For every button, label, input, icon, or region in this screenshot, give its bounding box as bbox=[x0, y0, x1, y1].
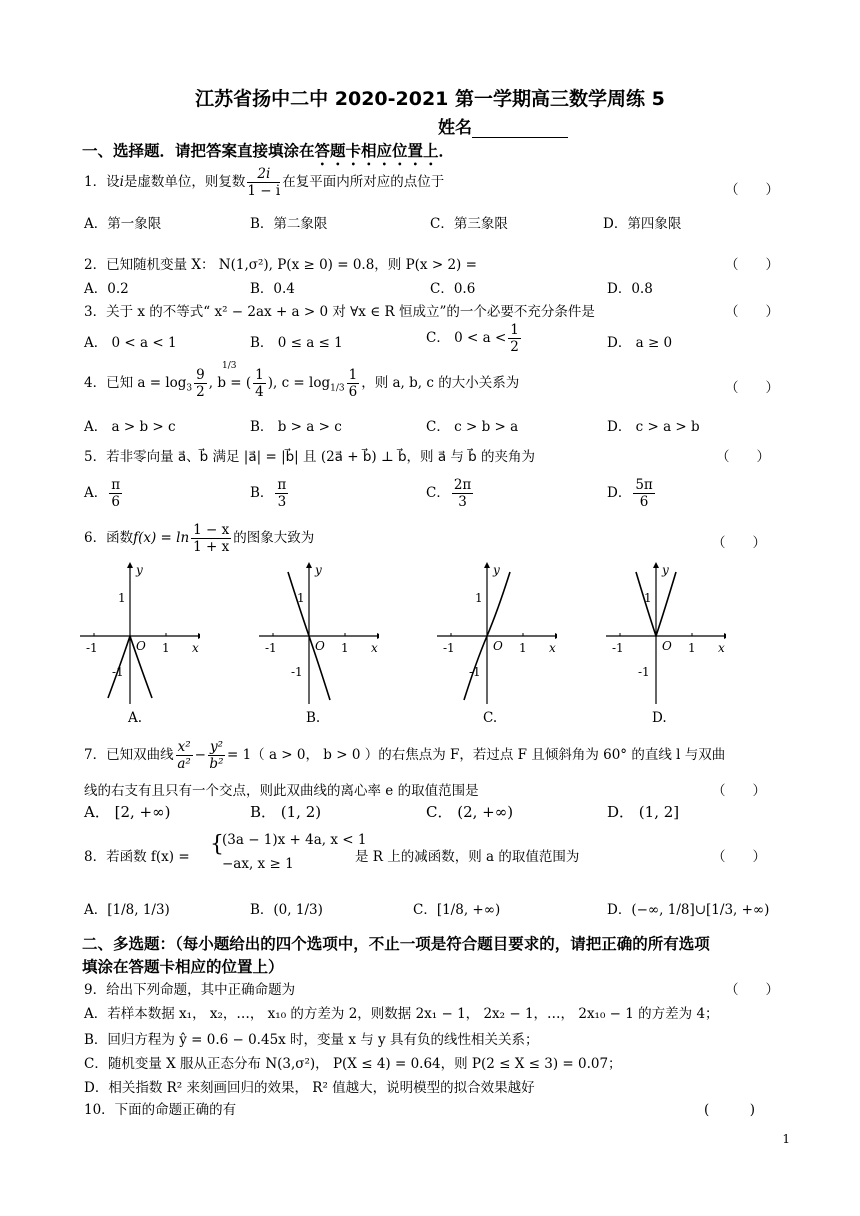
q3-option-d[interactable]: D． a ≥ 0 bbox=[607, 335, 673, 351]
q6-stem bbox=[84, 522, 314, 555]
q5-option-a-frac bbox=[109, 477, 122, 510]
q4-f1n: 9 bbox=[196, 367, 205, 383]
q7-option-c[interactable]: C． (2, +∞) bbox=[426, 803, 514, 821]
q6-suffix: 的图象大致为 bbox=[233, 530, 315, 546]
q4-option-a[interactable]: A． a > b > c bbox=[84, 419, 176, 435]
q4-suffix: ，则 a, b, c 的大小关系为 bbox=[361, 375, 520, 391]
q5-d-num: 5π bbox=[635, 477, 653, 493]
q1-i: i bbox=[119, 174, 124, 190]
q7-rest: = 1（ a > 0， b > 0 ）的右焦点为 F，若过点 F 且倾斜角为 60° 的直线 l 与双曲 bbox=[226, 747, 726, 763]
q3-option-c-frac bbox=[508, 322, 521, 355]
x-axis-label: x bbox=[718, 641, 725, 655]
y-tick-label-neg1: -1 bbox=[291, 665, 303, 679]
q7-fb-num: y² bbox=[209, 739, 223, 755]
x-tick-label-neg1: -1 bbox=[612, 641, 624, 655]
section1-heading bbox=[82, 139, 454, 169]
q3-option-c[interactable] bbox=[426, 322, 523, 355]
y-tick-label-1: 1 bbox=[644, 591, 652, 605]
origin-label: O bbox=[662, 639, 672, 653]
q4-f2d: 4 bbox=[255, 384, 264, 400]
q7-prefix: 7．已知双曲线 bbox=[84, 747, 174, 763]
q5-b-num: π bbox=[277, 477, 287, 493]
y-tick-label-1: 1 bbox=[297, 591, 305, 605]
y-axis-arrow bbox=[127, 562, 133, 568]
q1-option-d[interactable]: D．第四象限 bbox=[603, 216, 682, 232]
name-label: 姓名 bbox=[438, 118, 472, 138]
q4-option-b[interactable]: B． b > a > c bbox=[250, 419, 342, 435]
q6-option-a[interactable]: A. bbox=[128, 710, 143, 726]
x-tick-label-neg1: -1 bbox=[443, 641, 455, 655]
q8-case1: (3a − 1)x + 4a, x < 1 bbox=[222, 832, 367, 848]
q5-option-c-frac bbox=[452, 477, 473, 510]
q10-answer-paren[interactable]: ( ) bbox=[704, 1102, 756, 1118]
q8-stem-prefix: 8．若函数 f(x) = bbox=[84, 849, 190, 865]
q6-option-c[interactable]: C. bbox=[483, 710, 498, 726]
q7-answer-paren[interactable]: （ ） bbox=[712, 783, 766, 799]
q4-f1d: 2 bbox=[196, 384, 205, 400]
q10-stem: 10．下面的命题正确的有 bbox=[84, 1102, 237, 1118]
q7-option-a[interactable]: A． [2, +∞) bbox=[84, 803, 171, 821]
q6-fx: f(x) = ln bbox=[133, 530, 190, 546]
x-tick-label-1: 1 bbox=[341, 641, 349, 655]
page-title: 江苏省扬中二中 2020-2021 第一学期高三数学周练 5 bbox=[195, 88, 665, 110]
q5-answer-paren[interactable]: （ ） bbox=[716, 449, 770, 465]
q9-option-b[interactable]: B．回归方程为 ŷ = 0.6 − 0.45x 时，变量 x 与 y 具有负的线性相关关系； bbox=[84, 1032, 539, 1048]
q7-option-d[interactable]: D． (1, 2] bbox=[607, 803, 680, 821]
x-axis-arrow bbox=[724, 633, 726, 639]
q7-option-b[interactable]: B． (1, 2) bbox=[250, 803, 322, 821]
y-axis-label: y bbox=[493, 563, 500, 577]
q1-stem bbox=[84, 166, 444, 199]
q1-mid: 是虚数单位，则复数 bbox=[123, 174, 246, 190]
q6-frac-den: 1 + x bbox=[193, 539, 230, 555]
y-axis-arrow bbox=[653, 562, 659, 568]
y-axis-arrow bbox=[306, 562, 312, 568]
q9-option-d[interactable]: D．相关指数 R² 来刻画回归的效果， R² 值越大，说明模型的拟合效果越好 bbox=[84, 1080, 535, 1096]
q6-option-d[interactable]: D. bbox=[652, 710, 667, 726]
q8-option-d[interactable]: D．(−∞, 1/8]∪[1/3, +∞) bbox=[607, 902, 770, 918]
q4-log-base2: 1/3 bbox=[330, 383, 345, 394]
q1-frac-num: 2i bbox=[247, 166, 280, 183]
q7-fa-num: x² bbox=[177, 739, 191, 755]
q8-option-b[interactable]: B．(0, 1/3) bbox=[250, 902, 323, 918]
q3-option-a[interactable]: A． 0 < a < 1 bbox=[84, 335, 177, 351]
q2-option-a[interactable]: A．0.2 bbox=[84, 281, 129, 297]
q4-mid1: , b = ( bbox=[208, 375, 252, 391]
q2-answer-paren[interactable]: （ ） bbox=[725, 257, 779, 273]
q6-option-b[interactable]: B. bbox=[306, 710, 321, 726]
origin-label: O bbox=[493, 639, 503, 653]
x-axis-arrow bbox=[198, 633, 200, 639]
q4-answer-paren[interactable]: （ ） bbox=[725, 380, 779, 396]
q1-answer-paren[interactable]: （ ） bbox=[725, 182, 779, 198]
q6-prefix: 6．函数 bbox=[84, 530, 134, 546]
q5-option-d[interactable] bbox=[607, 477, 657, 510]
x-tick-label-1: 1 bbox=[519, 641, 527, 655]
q5-stem: 5．若非零向量 a⃗、b⃗ 满足 |a⃗| = |b⃗| 且 (2a⃗ + b⃗) ⊥ b⃗，则 a⃗ 与 b⃗ 的夹角为 bbox=[84, 449, 536, 465]
q6-answer-paren[interactable]: （ ） bbox=[712, 535, 766, 551]
x-axis-arrow bbox=[555, 633, 557, 639]
q8-option-a[interactable]: A．[1/8, 1/3) bbox=[84, 902, 170, 918]
q4-frac1 bbox=[194, 367, 207, 400]
origin-label: O bbox=[315, 639, 325, 653]
q7-fa-den: a² bbox=[177, 756, 191, 772]
q5-option-a[interactable] bbox=[84, 477, 124, 510]
y-axis-label: y bbox=[315, 563, 322, 577]
section1-heading-plain: 一、选择题．请把答案直接填涂在 bbox=[82, 142, 315, 160]
q9-stem: 9．给出下列命题，其中正确命题为 bbox=[84, 982, 296, 998]
q4-exponent: 1/3 bbox=[222, 361, 237, 371]
q5-b-den: 3 bbox=[277, 494, 287, 510]
q6-frac-num: 1 − x bbox=[193, 522, 230, 538]
x-tick-label-1: 1 bbox=[688, 641, 696, 655]
q5-option-c-letter: C． bbox=[426, 485, 450, 501]
x-axis-label: x bbox=[371, 641, 378, 655]
y-tick-label-neg1: -1 bbox=[112, 665, 124, 679]
section2-heading-line2: 填涂在答题卡相应的位置上） bbox=[82, 958, 284, 976]
section1-heading-end: ． bbox=[438, 142, 455, 160]
q4-option-d[interactable]: D． c > a > b bbox=[607, 419, 700, 435]
q5-a-num: π bbox=[111, 477, 121, 493]
q6-graph-c bbox=[417, 561, 557, 711]
q1-frac-den: 1 − i bbox=[247, 183, 281, 199]
q3-option-c-text: C． 0 < a < bbox=[426, 330, 507, 346]
q5-c-den: 3 bbox=[458, 494, 467, 510]
q2-option-b[interactable]: B．0.4 bbox=[250, 281, 295, 297]
q1-prefix: 1．设 bbox=[84, 174, 120, 190]
q1-option-a[interactable]: A．第一象限 bbox=[84, 216, 162, 232]
q1-option-c[interactable]: C．第三象限 bbox=[430, 216, 508, 232]
x-tick-label-neg1: -1 bbox=[86, 641, 98, 655]
q5-option-c[interactable] bbox=[426, 477, 475, 510]
q4-frac2 bbox=[253, 367, 266, 400]
page-number: 1 bbox=[782, 1132, 790, 1146]
q8-stem-suffix: 是 R 上的减函数，则 a 的取值范围为 bbox=[355, 849, 580, 865]
q5-option-d-letter: D． bbox=[607, 485, 632, 501]
q6-fraction bbox=[191, 522, 231, 555]
x-tick-label-1: 1 bbox=[162, 641, 170, 655]
y-tick-label-neg1: -1 bbox=[638, 665, 650, 679]
x-axis-label: x bbox=[192, 641, 199, 655]
q7-fb-den: b² bbox=[209, 756, 224, 772]
q4-stem bbox=[84, 361, 520, 400]
q5-d-den: 6 bbox=[639, 494, 649, 510]
q1-suffix: 在复平面内所对应的点位于 bbox=[282, 174, 445, 190]
q8-option-c[interactable]: C．[1/8, +∞) bbox=[413, 902, 501, 918]
q9-option-a[interactable]: A．若样本数据 x₁， x₂，…， x₁₀ 的方差为 2，则数据 2x₁ − 1， 2x₂ − 1，…， 2x₁₀ − 1 的方差为 4； bbox=[84, 1006, 719, 1022]
q6-graph-a bbox=[60, 561, 200, 711]
y-axis-label: y bbox=[136, 563, 143, 577]
q5-option-a-letter: A． bbox=[84, 485, 108, 501]
q7-frac-y bbox=[208, 739, 225, 772]
q3-stem: 3．关于 x 的不等式“ x² − 2ax + a > 0 对 ∀x ∈ R 恒成立”的一个必要不充分条件是 bbox=[84, 304, 595, 320]
q4-f3d: 6 bbox=[348, 384, 358, 400]
q8-brace: { bbox=[210, 832, 224, 857]
q5-c-num: 2π bbox=[453, 477, 472, 493]
q3-option-b[interactable]: B． 0 ≤ a ≤ 1 bbox=[250, 335, 343, 351]
y-axis-label: y bbox=[662, 563, 669, 577]
x-tick-label-neg1: -1 bbox=[265, 641, 277, 655]
q9-option-c[interactable]: C．随机变量 X 服从正态分布 N(3,σ²)， P(X ≤ 4) = 0.64，则 P(2 ≤ X ≤ 3) = 0.07； bbox=[84, 1056, 622, 1072]
name-blank[interactable] bbox=[472, 121, 568, 138]
y-axis-arrow bbox=[484, 562, 490, 568]
q2-option-c[interactable]: C．0.6 bbox=[430, 281, 476, 297]
x-axis-arrow bbox=[377, 633, 379, 639]
q8-answer-paren[interactable]: （ ） bbox=[712, 849, 766, 865]
q6-graph-d bbox=[586, 561, 726, 711]
q3-frac-den: 2 bbox=[510, 339, 519, 355]
q7-stem-line2: 线的右支有且只有一个交点，则此双曲线的离心率 e 的取值范围是 bbox=[84, 783, 479, 799]
q4-prefix: 4．已知 a = log bbox=[84, 375, 187, 391]
q5-a-den: 6 bbox=[111, 494, 120, 510]
q2-option-d[interactable]: D．0.8 bbox=[607, 281, 653, 297]
q1-option-b[interactable]: B．第二象限 bbox=[250, 216, 328, 232]
q5-option-b[interactable] bbox=[250, 477, 290, 510]
q7-stem-line1: 7．已知双曲线 $\frac{\text{x²}}{\text{a²}}$ − $\frac{\text{y²}}{\text{b²}}$ = 1（ a > 0， b > 0 ）的右焦点为 F，若过点 F 且倾斜角为 60° 的直线 l 与双曲 bbox=[84, 739, 726, 772]
q4-frac3 bbox=[347, 367, 360, 400]
q5-option-b-frac bbox=[275, 477, 288, 510]
q3-answer-paren[interactable]: （ ） bbox=[725, 304, 779, 320]
q4-f3n: 1 bbox=[348, 367, 358, 383]
y-tick-label-neg1: -1 bbox=[469, 665, 481, 679]
q4-option-c[interactable]: C． c > b > a bbox=[426, 419, 519, 435]
q4-mid2: ), c = log bbox=[267, 375, 331, 391]
y-tick-label-1: 1 bbox=[118, 591, 126, 605]
q5-option-d-frac bbox=[633, 477, 654, 510]
q6-graph-b bbox=[239, 561, 379, 711]
q3-frac-num: 1 bbox=[510, 322, 519, 338]
q8-case2: −ax, x ≥ 1 bbox=[222, 856, 294, 872]
q9-answer-paren[interactable]: （ ） bbox=[725, 982, 779, 998]
x-axis-label: x bbox=[549, 641, 556, 655]
q7-frac-x bbox=[176, 739, 193, 772]
section2-heading-line1: 二、多选题：（每小题给出的四个选项中，不止一项是符合题目要求的，请把正确的所有选项 bbox=[82, 935, 710, 953]
name-field bbox=[438, 113, 568, 138]
q5-option-b-letter: B． bbox=[250, 485, 274, 501]
q4-f2n: 1 bbox=[255, 367, 264, 383]
section1-heading-dotted: 答题卡相应位置上 bbox=[314, 142, 439, 160]
origin-label: O bbox=[136, 639, 146, 653]
q4-log-base: 3 bbox=[186, 383, 193, 394]
q1-fraction bbox=[247, 166, 280, 199]
y-tick-label-1: 1 bbox=[475, 591, 483, 605]
q2-stem: 2．已知随机变量 X： N(1,σ²), P(x ≥ 0) = 0.8，则 P(x > 2) = bbox=[84, 257, 477, 273]
